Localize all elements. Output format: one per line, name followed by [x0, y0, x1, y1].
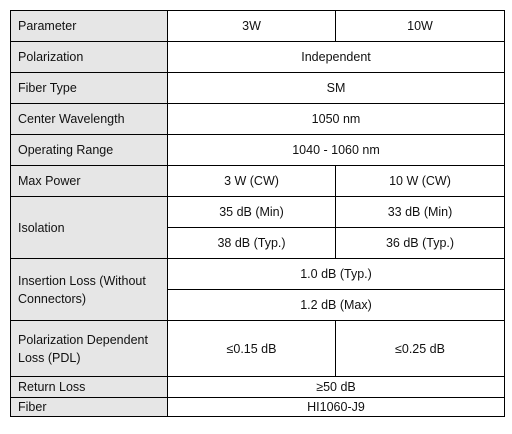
insertion-loss-label: Insertion Loss (Without Connectors) [11, 259, 168, 321]
center-wavelength-value: 1050 nm [168, 104, 505, 135]
fiber-row [11, 398, 505, 417]
center-wavelength-label: Center Wavelength [11, 104, 168, 135]
insertion-loss-max: 1.2 dB (Max) [168, 290, 505, 321]
isolation-min-3w: 35 dB (Min) [168, 197, 336, 228]
spec-table [10, 10, 505, 417]
isolation-typ-3w: 38 dB (Typ.) [168, 228, 336, 259]
isolation-row-min [11, 197, 505, 228]
fiber-value: HI1060-J9 [168, 398, 505, 417]
header-row [11, 11, 505, 42]
return-loss-label: Return Loss [11, 377, 168, 398]
operating-range-label: Operating Range [11, 135, 168, 166]
max-power-10w: 10 W (CW) [336, 166, 505, 197]
max-power-row [11, 166, 505, 197]
polarization-label: Polarization [11, 42, 168, 73]
max-power-3w: 3 W (CW) [168, 166, 336, 197]
isolation-typ-10w: 36 dB (Typ.) [336, 228, 505, 259]
parameter-header: Parameter [11, 11, 168, 42]
pdl-3w: ≤0.15 dB [168, 321, 336, 377]
max-power-label: Max Power [11, 166, 168, 197]
return-loss-value: ≥50 dB [168, 377, 505, 398]
pdl-10w: ≤0.25 dB [336, 321, 505, 377]
polarization-value: Independent [168, 42, 505, 73]
col-10w-header: 10W [336, 11, 505, 42]
fiber-label: Fiber [11, 398, 168, 417]
operating-range-value: 1040 - 1060 nm [168, 135, 505, 166]
fiber-type-row [11, 73, 505, 104]
fiber-type-value: SM [168, 73, 505, 104]
operating-range-row [11, 135, 505, 166]
insertion-loss-row-typ [11, 259, 505, 290]
polarization-row [11, 42, 505, 73]
fiber-type-label: Fiber Type [11, 73, 168, 104]
return-loss-row [11, 377, 505, 398]
insertion-loss-typ: 1.0 dB (Typ.) [168, 259, 505, 290]
center-wavelength-row [11, 104, 505, 135]
pdl-row [11, 321, 505, 377]
isolation-min-10w: 33 dB (Min) [336, 197, 505, 228]
pdl-label: Polarization Dependent Loss (PDL) [11, 321, 168, 377]
col-3w-header: 3W [168, 11, 336, 42]
isolation-label: Isolation [11, 197, 168, 259]
